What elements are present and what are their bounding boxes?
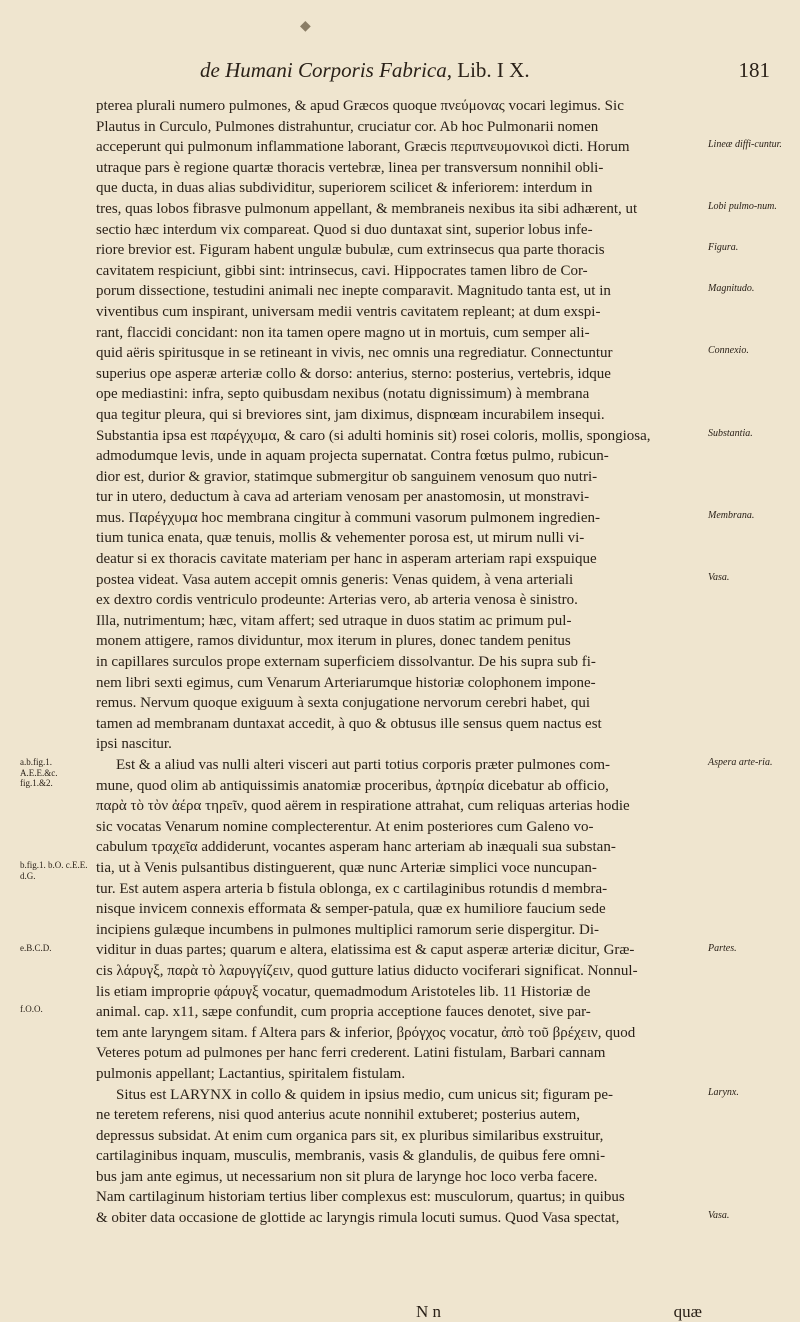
page-number: 181 xyxy=(738,58,770,82)
text-line: ipsi nascitur. xyxy=(96,736,172,753)
margin-note-right: Magnitudo. xyxy=(708,283,755,295)
margin-note-right: Vasa. xyxy=(708,1210,730,1222)
text-line: porum dissectione, testudini animali nec inepte comparavit. Magnitudo tanta est, ut in xyxy=(96,283,611,300)
text-line: remus. Nervum quoque exiguum à sexta conjugatione nervorum cerebri habet, qui xyxy=(96,695,591,712)
text-line: Situs est LARYNX in collo & quidem in ipsius medio, cum unicus sit; figuram pe- xyxy=(116,1086,614,1103)
text-line: cavitatem respiciunt, gibbi sint: intrinsecus, cavi. Hippocrates tamen libro de Cor- xyxy=(96,262,588,279)
header-title: de Humani Corporis Fabrica, xyxy=(200,58,452,82)
margin-note-left: b.fig.1. b.O. c.E.E. d.G. xyxy=(20,860,88,882)
margin-note-left: f.O.O. xyxy=(20,1004,43,1015)
text-line: superius ope asperæ arteriæ collo & dorso: anterius, sterno: posterius, vertebris, idque xyxy=(96,365,611,382)
text-line: acceperunt qui pulmonum inflammatione laborant, Græcis περιπνευμονικοὶ dicti. Horum xyxy=(96,139,630,156)
text-line: postea videat. Vasa autem accepit omnis generis: Venas quidem, à vena arteriali xyxy=(96,571,574,588)
text-line: ex dextro cordis ventriculo prodeunte: Arterias vero, ab arteria venosa è sinistro. xyxy=(96,592,578,609)
text-line: cabulum τραχεῖα addiderunt, vocantes asperam hanc arteriam ab inæquali sua substan- xyxy=(96,839,616,856)
text-line: nisque invicem connexis efformata & semper-patula, quæ ex humiliore faucium sede xyxy=(96,901,606,918)
text-line: animal. cap. x11, sæpe confundit, cum propria acceptione fauces denotet, sive par- xyxy=(96,1004,591,1021)
text-line: riore brevior est. Figuram habent ungulæ bubulæ, cum extrinsecus qua parte thoracis xyxy=(96,242,605,259)
text-line: sic vocatas Venarum nomine complecterentur. At enim posteriores cum Galeno vo- xyxy=(96,818,594,835)
text-line: ne teretem referens, nisi quod anterius acute nonnihil extuberet; posterius autem, xyxy=(96,1107,581,1124)
text-line: tur in utero, deductum à cava ad arteriam venosam per anastomosin, ut monstravi- xyxy=(96,489,590,506)
text-line: tres, quas lobos fibrasve pulmonum appellant, & membraneis nexibus ita sibi adhærent, ut xyxy=(96,200,638,217)
margin-note-right: Substantia. xyxy=(708,427,753,439)
text-line: utraque pars è regione quartæ thoracis vertebræ, linea per transversum nonnihil obli- xyxy=(96,159,604,176)
ornament-mark: ◆ xyxy=(300,19,311,34)
text-line: Veteres potum ad pulmones per hanc ferri crederent. Latini fistulam, Barbari cannam xyxy=(96,1045,606,1062)
text-line: admodumque levis, unde in aquam projecta supernatat. Contra fœtus pulmo, rubicun- xyxy=(96,448,609,465)
text-line: viditur in duas partes; quarum e altera, elatissima est & caput asperæ arteriæ dicitur, Græ- xyxy=(96,942,635,959)
text-line: mus. Παρέγχυμα hoc membrana cingitur à communi vasorum pulmonem ingredien- xyxy=(96,509,600,526)
margin-note-right: Connexio. xyxy=(708,345,749,357)
margin-note-right: Aspera arte-ria. xyxy=(708,757,773,769)
text-line: tem ante laryngem sitam. f Altera pars & inferior, βρόγχος vocatur, ἀπὸ τοῦ βρέχειν, quod xyxy=(96,1024,636,1041)
margin-note-left: fig.1.&2. xyxy=(20,777,53,788)
text-line: tur. Est autem aspera arteria b fistula oblonga, ex c cartilaginibus rotundis d membra- xyxy=(96,880,608,897)
text-line: mune, quod olim ab antiquissimis anatomiæ proceribus, ἀρτηρία dicebatur ab officio, xyxy=(96,777,609,794)
text-line: deatur si ex thoracis cavitate materiam per hanc in asperam arteriam rapi exspuique xyxy=(96,551,597,568)
text-line: pulmonis appellant; Lactantius, spiritalem fistulam. xyxy=(96,1065,406,1082)
text-line: quid aëris spiritusque in se retineant in vivis, nec omnis una regrediatur. Connectuntur xyxy=(96,345,613,362)
text-line: cis λάρυγξ, παρὰ τὸ λαρυγγίζειν, quod gutture latius diducto vociferari significat. Nonnul- xyxy=(96,962,638,979)
text-line: in capillares surculos prope externam superficiem dissolvantur. De his supra sub fi- xyxy=(96,654,596,671)
margin-note-right: Lobi pulmo-num. xyxy=(708,201,777,212)
margin-note-left: a.b.fig.1. A.E.E.&c. xyxy=(20,757,58,779)
text-line: qua tegitur pleura, qui si breviores sint, jam diximus, dispnœam incurabilem insequi. xyxy=(96,406,605,423)
text-line: Nam cartilaginum historiam tertius liber complexus est: musculorum, quartus; in quibus xyxy=(96,1189,625,1206)
header-book: Lib. I X. xyxy=(457,58,530,82)
text-line: Plautus in Curculo, Pulmones distrahuntur, cruciatur cor. Ab hoc Pulmonarii nomen xyxy=(96,118,599,135)
body-text xyxy=(96,96,702,1229)
text-line: Est & a aliud vas nulli alteri visceri aut parti totius corporis præter pulmones com- xyxy=(116,757,611,773)
text-line: incipiens gulæque incumbens in pulmones multiplici ramorum serie dispergitur. Di- xyxy=(96,921,599,938)
text-line: que ducta, in duas alias subdividitur, superiorem scilicet & inferiorem: interdum in xyxy=(96,180,593,197)
text-line: dior est, durior & gravior, statimque submergitur ob sanguinem venosum quo nutri- xyxy=(96,468,598,485)
margin-note-right: Larynx. xyxy=(708,1086,739,1098)
text-line: bus jam ante egimus, ut necessarium non sit plura de larynge hoc loco verba facere. xyxy=(96,1168,598,1185)
text-line: nem libri sexti egimus, cum Venarum Arteriarumque historiæ colophonem impone- xyxy=(96,674,596,691)
margin-note-right: Vasa. xyxy=(708,571,730,583)
text-line: rant, flaccidi concidant: non ita tamen opere magno ut in mortuis, cum semper ali- xyxy=(96,324,590,341)
margin-note-right: Lineæ diffi-cuntur. xyxy=(708,139,782,151)
text-line: & obiter data occasione de glottide ac laryngis rimula locuti sumus. Quod Vasa spectat, xyxy=(96,1210,620,1227)
text-line: viventibus cum inspirant, universam medii ventris cavitatem repleant; at dum exspi- xyxy=(96,303,601,320)
text-line: tamen ad membranam duntaxat accedit, à quo & obtusus ille sensus quem nactus est xyxy=(96,715,602,732)
margin-note-right: Figura. xyxy=(708,242,739,254)
margin-note-right: Membrana. xyxy=(708,510,755,521)
text-line: tium tunica enata, quæ tenuis, mollis & vehementer porosa est, ut mirum nulli vi- xyxy=(96,530,585,547)
running-header xyxy=(200,58,790,83)
margin-note-left: e.B.C.D. xyxy=(20,942,52,953)
text-line: depressus subsidat. At enim cum organica pars sit, ex pluribus similaribus exstruitur, xyxy=(96,1127,604,1144)
signature-mark: N n xyxy=(416,1302,442,1321)
text-line: ope mediastini: infra, septo quibusdam nexibus (notatu dignissimum) à membrana xyxy=(96,386,590,403)
text-line: monem attigere, ramos dividuntur, mox iterum in plures, donec tandem penitus xyxy=(96,633,571,650)
text-line: lis etiam improprie φάρυγξ vocatur, quemadmodum Aristoteles lib. 11 Historiæ de xyxy=(96,983,591,1000)
margin-note-right: Partes. xyxy=(708,942,737,954)
text-line: Illa, nutrimentum; hæc, vitam affert; sed utraque in duos statim ac primum pul- xyxy=(96,612,572,629)
text-line: παρὰ τὸ τὸν ἀέρα τηρεῖν, quod aërem in respiratione attrahat, cum reliquas arterias hodie xyxy=(96,798,630,815)
text-line: tia, ut à Venis pulsantibus distinguerent, quæ nunc Arteriæ simplici voce nuncupan- xyxy=(96,859,597,876)
catchword: quæ xyxy=(673,1302,702,1321)
text-line: cartilaginibus inquam, musculis, membranis, vasis & glandulis, de quibus fere omni- xyxy=(96,1148,606,1165)
text-line: Substantia ipsa est παρέγχυμα, & caro (si adulti hominis sit) rosei coloris, mollis, spongiosa, xyxy=(96,427,651,444)
text-line: pterea plurali numero pulmones, & apud Græcos quoque πνεύμονας vocari legimus. Sic xyxy=(96,98,624,114)
text-line: sectio hæc interdum vix compareat. Quod si duo duntaxat sint, superior lobus infe- xyxy=(96,221,593,238)
